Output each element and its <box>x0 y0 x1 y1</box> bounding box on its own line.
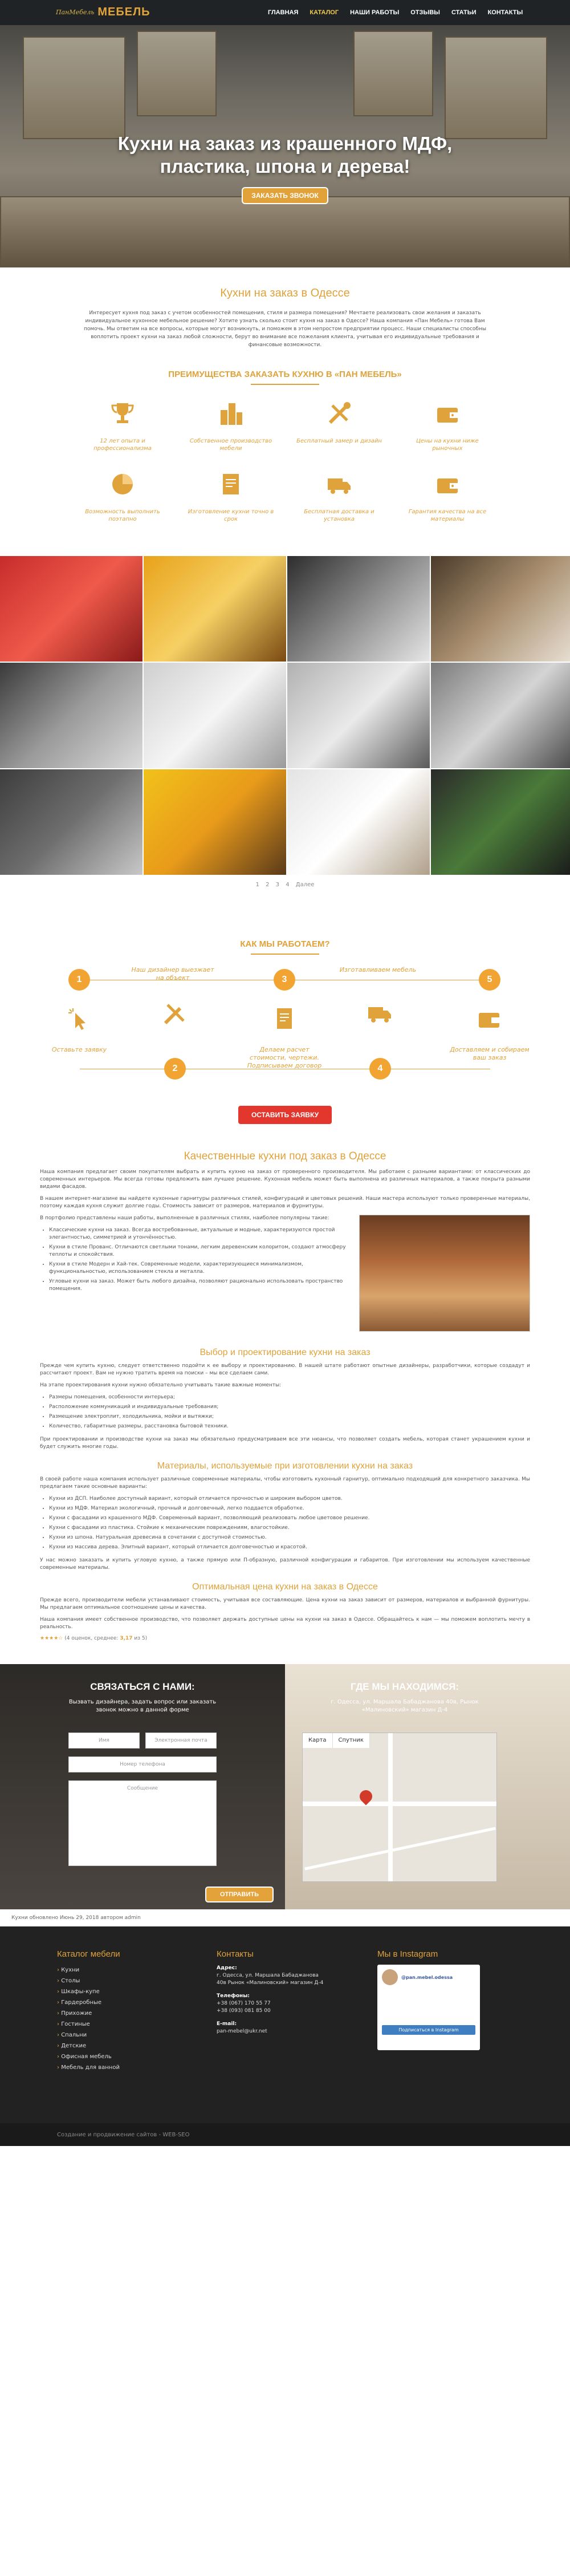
article-paragraph: У нас можно заказать и купить угловую кухню, а также прямую или П-образную, различной конфигурации и габаритов. При изготовлении мы используем качественные современные материалы. <box>40 1557 530 1571</box>
truck-icon <box>367 1000 393 1029</box>
how-title: КАК МЫ РАБОТАЕМ? <box>240 939 330 949</box>
footer-address-block <box>217 1965 325 1987</box>
gallery-photo[interactable] <box>144 663 286 768</box>
document-icon <box>271 1006 298 1035</box>
phone-link[interactable]: +38 (093) 081 85 00 <box>217 2008 271 2014</box>
gallery-photo[interactable] <box>287 769 430 875</box>
contact-title: СВЯЗАТЬСЯ С НАМИ: <box>90 1681 195 1692</box>
advantage-item <box>393 468 502 523</box>
document-icon <box>215 468 247 500</box>
map-road <box>304 1827 496 1871</box>
instagram-profile <box>382 1969 475 1985</box>
footer-link[interactable]: › Офисная мебель <box>57 2051 120 2062</box>
map-tab-map[interactable]: Карта <box>303 1733 333 1748</box>
step-text: Делаем расчет стоимости, чертежи. Подписываем договор <box>247 1046 322 1069</box>
article-paragraph: В нашем интернет-магазине вы найдете кухонные гарнитуры различных стилей, конфигураций и цветовых решений. Наши мастера используют только проверенные материалы, поэтому каждая кухня служит долгие годы. Стоимость зависит от размеров, материалов и фурнитуры. <box>40 1196 530 1209</box>
email-link[interactable]: pan-mebel@ukr.net <box>217 2029 267 2034</box>
advantage-text: Гарантия качества на все материалы <box>408 509 487 522</box>
wallet-icon <box>431 468 463 500</box>
list-item: • Кухни в стиле Прованс. Отличаются светлыми тонами, легким деревенским колоритом, создают атмосферу теплоты и спокойствия. <box>49 1244 530 1259</box>
footer-catalog-column <box>57 1949 120 2073</box>
step-text: Оставьте заявку <box>51 1046 107 1053</box>
footer-contacts-column <box>217 1949 325 2035</box>
footer-link[interactable]: › Гостиные <box>57 2019 120 2030</box>
step-number: 3 <box>274 969 295 991</box>
intro-section <box>0 267 570 523</box>
gallery-photo[interactable] <box>431 556 570 662</box>
step-number: 5 <box>479 969 500 991</box>
gallery-photo[interactable] <box>144 556 286 662</box>
advantage-text: Бесплатная доставка и установка <box>304 509 374 522</box>
footer-link[interactable]: › Столы <box>57 1975 120 1986</box>
instagram-title: Мы в Instagram <box>377 1949 438 1959</box>
article-paragraph: При проектировании и производстве кухни на заказ мы обязательно предусматриваем все эти нюансы, что позволяет создать мебель, которая станет украшением кухни и будет служить многие годы. <box>40 1437 530 1450</box>
intro-text: Интересует кухня под заказ с учетом особенностей помещения, стиля и размера помещения? Мечтаете реализовать свои желания и заказать индивидуальное кухонное мебельное решение? Хотите узнать сколько стоит кухня на заказ в Одессе? Наша компания «Пан Мебель» готова Вам помочь. Мы ответим на все вопросы, которые могут возникнуть, и поможем в этом непростом предприятии процесс. Наши специалисты способны воплотить проект кухни на заказ любой сложности, берут во внимание все пожелания клиента, учитывая его индивидуальные требования и финансовые возможности. <box>84 310 486 348</box>
footer-catalog-title: Каталог мебели <box>57 1949 120 1959</box>
email-label: E-mail: <box>217 2021 237 2027</box>
gallery-photo[interactable] <box>287 663 430 768</box>
nav-item-articles[interactable]: СТАТЬИ <box>451 9 477 16</box>
gallery-photo[interactable] <box>431 663 570 768</box>
advantage-text: 12 лет опыта и профессионализма <box>93 438 152 452</box>
footer-link[interactable]: › Шкафы-купе <box>57 1986 120 1997</box>
star-rating-icon[interactable]: ★★★★☆ <box>40 1636 63 1641</box>
rating-widget[interactable] <box>40 1636 530 1641</box>
advantage-item <box>177 397 285 452</box>
footer <box>0 1926 570 2123</box>
article-paragraph: Наша компания имеет собственное производство, что позволяет держать доступные цены на кухни на заказ в Одессе. Обращайтесь к нам — мы поможем воплотить мечту в реальность. <box>40 1617 530 1630</box>
phone-field[interactable]: Номер телефона <box>68 1756 217 1772</box>
gallery-photo[interactable] <box>431 769 570 875</box>
wallet-icon <box>431 397 463 429</box>
footer-instagram-column <box>377 1949 480 2050</box>
footer-link[interactable]: › Гардеробные <box>57 1997 120 2008</box>
nav-item-contacts[interactable]: КОНТАКТЫ <box>487 9 523 16</box>
advantage-text: Собственное производство мебели <box>189 438 272 452</box>
main-menu <box>262 0 528 25</box>
steps-diagram <box>46 955 530 1103</box>
wallet-icon <box>477 1006 503 1035</box>
map-tab-satellite[interactable]: Спутник <box>333 1733 370 1748</box>
rating-label: (4 оценок, среднее: <box>64 1636 119 1641</box>
instagram-widget[interactable] <box>377 1965 480 2050</box>
article-heading: Качественные кухни под заказ в Одессе <box>184 1150 386 1162</box>
advantage-text: Цены на кухни ниже рыночных <box>416 438 479 452</box>
article-subheading: Материалы, используемые при изготовлении кухни на заказ <box>157 1461 413 1471</box>
footer-link[interactable]: › Детские <box>57 2040 120 2051</box>
how-we-work-section <box>0 939 570 1133</box>
article-subheading: Оптимальная цена кухни на заказ в Одессе <box>192 1582 378 1592</box>
hero-title-line2: пластика, шпона и дерева! <box>160 156 410 177</box>
gallery-photo[interactable] <box>0 556 142 662</box>
footer-link[interactable]: › Кухни <box>57 1965 120 1975</box>
list-item: • Кухни из массива дерева. Элитный вариант, который отличается долговечностью и красотой. <box>49 1544 530 1551</box>
step-text: Доставляем и собираем ваш заказ <box>450 1046 530 1061</box>
footer-contacts-title: Контакты <box>217 1949 254 1959</box>
article-subheading: Выбор и проектирование кухни на заказ <box>199 1348 370 1357</box>
list-item: • Кухни с фасадами из пластика. Стойкие к механическим повреждениям, влагостойкие. <box>49 1524 530 1532</box>
list-item: • Кухни из шпона. Натуральная древесина в сочетании с доступной стоимостью. <box>49 1534 530 1541</box>
hero-banner <box>0 25 570 267</box>
click-icon <box>66 1006 92 1035</box>
gallery-photo[interactable] <box>0 769 142 875</box>
step-number: 1 <box>68 969 90 991</box>
email-field[interactable]: Электронная почта <box>145 1733 217 1749</box>
kitchen-photo <box>359 1215 530 1332</box>
article-paragraph: Наша компания предлагает своим покупателям выбрать и купить кухню на заказ от проверенного производителя. Мы работаем с разными вариантами: от классических до современных интерьеров. Мы всегда готовы предложить вам лучшее решение. Кухонная мебель может быть выполнена из различных материалов, а также покрыта разными видами фасадов. <box>40 1169 530 1190</box>
logo-sub-text: ПанМебель <box>56 8 95 16</box>
advantage-item <box>68 468 177 523</box>
list-item: • Количество, габаритные размеры, расстановка бытовой техники. <box>49 1423 530 1430</box>
list-item: • Классические кухни на заказ. Всегда востребованные, актуальные и модные, характеризуются простой элегантностью, симметрией и утончённостью. <box>49 1227 530 1242</box>
gallery-photo[interactable] <box>0 663 142 768</box>
intro-title: Кухни на заказ в Одессе <box>220 287 350 299</box>
advantages-grid <box>68 397 502 523</box>
city-icon <box>215 397 247 429</box>
top-navigation-bar <box>0 0 570 25</box>
list-item: • Кухни из МДФ. Материал экологичный, прочный и долговечный, легко поддается обработке. <box>49 1505 530 1512</box>
location-title: ГДЕ МЫ НАХОДИМСЯ: <box>350 1681 459 1692</box>
message-field[interactable]: Сообщение <box>68 1780 217 1866</box>
next-page-link[interactable]: Далее <box>295 882 315 888</box>
footer-email-block <box>217 2021 325 2035</box>
copyright-bar: Создание и продвижение сайтов - WEB-SEO <box>0 2123 570 2146</box>
address-label: Адрес: <box>217 1965 237 1971</box>
advantage-text: Бесплатный замер и дизайн <box>296 438 382 444</box>
advantages-title: ПРЕИМУЩЕСТВА ЗАКАЗАТЬ КУХНЮ В «ПАН МЕБЕЛЬ» <box>168 370 402 379</box>
advantage-text: Изготовление кухни точно в срок <box>188 509 274 522</box>
list-item: • Размеры помещения, особенности интерьера; <box>49 1394 530 1401</box>
map-type-tabs <box>303 1733 370 1748</box>
site-logo[interactable] <box>56 3 150 21</box>
map-road <box>388 1733 393 1882</box>
rating-suffix: из 5) <box>134 1636 148 1641</box>
avatar <box>382 1969 398 1985</box>
tools-icon <box>323 397 355 429</box>
nav-item-home[interactable]: ГЛАВНАЯ <box>268 9 299 16</box>
advantage-item <box>177 468 285 523</box>
order-call-button[interactable]: ЗАКАЗАТЬ ЗВОНОК <box>242 187 328 204</box>
title-divider <box>251 384 319 385</box>
contact-section <box>0 1664 570 1909</box>
trophy-icon <box>107 397 139 429</box>
article-paragraph: Прежде всего, производители мебели устанавливают стоимость, учитывая все составляющие. Цена кухни на заказ зависит от размеров, материалов и выбранной фурнитуры. Мы предлагаем оптимальное соотношение цены и качества. <box>40 1597 530 1610</box>
list-item: • Угловые кухни на заказ. Может быть любого дизайна, позволяют рационально использовать пространство помещения. <box>49 1278 530 1293</box>
list-item: • Размещение электроплит, холодильника, мойки и вытяжки; <box>49 1413 530 1421</box>
advantage-item <box>68 397 177 452</box>
nav-item-catalog[interactable]: КАТАЛОГ <box>310 9 339 16</box>
advantage-item <box>393 397 502 452</box>
post-meta: Кухни обновлено Июнь 29, 2018 автором admin <box>11 1915 141 1921</box>
page-link[interactable]: 1 <box>255 882 259 888</box>
phone-link[interactable]: +38 (067) 170 55 77 <box>217 2001 271 2006</box>
gallery-photo[interactable] <box>144 769 286 875</box>
page-link[interactable]: 3 <box>275 882 280 888</box>
materials-list <box>49 1495 530 1551</box>
footer-link[interactable]: › Мебель для ванной <box>57 2062 120 2073</box>
instagram-username[interactable]: @pan.mebel.odessa <box>401 1974 453 1980</box>
send-button[interactable]: ОТПРАВИТЬ <box>205 1887 274 1902</box>
hero-title-line1: Кухни на заказ из крашенного МДФ, <box>117 133 453 154</box>
nav-item-works[interactable]: НАШИ РАБОТЫ <box>350 9 400 16</box>
logo-main-text: МЕБЕЛЬ <box>97 5 150 18</box>
advantage-item <box>285 397 393 452</box>
factors-list <box>49 1394 530 1430</box>
page-link[interactable]: 4 <box>286 882 290 888</box>
gallery-photo[interactable] <box>287 556 430 662</box>
seo-article <box>28 1150 542 1641</box>
footer-link[interactable]: › Прихожие <box>57 2008 120 2019</box>
location-address: г. Одесса, ул. Маршала Бабаджанова 40в, Рынок «Малиновский» магазин Д-4 <box>331 1699 479 1713</box>
instagram-follow-button[interactable]: Подписаться в Instagram <box>382 2025 475 2035</box>
address-value: г. Одесса, ул. Маршала Бабаджанова 40в Рынок «Малиновский» магазин Д-4 <box>217 1973 324 1986</box>
works-gallery <box>0 556 570 875</box>
gallery-pagination <box>0 882 570 888</box>
page-link[interactable]: 2 <box>266 882 270 888</box>
footer-link[interactable]: › Спальни <box>57 2030 120 2040</box>
rating-value: 3,17 <box>120 1636 133 1641</box>
advantage-item <box>285 468 393 523</box>
step-number: 2 <box>164 1058 186 1080</box>
article-paragraph: В портфолио представлены наши работы, выполненные в различных стилях, наиболее популярны такие: <box>40 1215 329 1221</box>
list-item: • Кухни из ДСП. Наиболее доступный вариант, который отличается прочностью и широким выбором цветов. <box>49 1495 530 1503</box>
contact-subtitle: Вызвать дизайнера, задать вопрос или заказать звонок можно в данной форме <box>68 1699 217 1713</box>
footer-phones-block <box>217 1993 325 2015</box>
map-road <box>303 1802 497 1806</box>
location-map[interactable] <box>302 1733 497 1882</box>
truck-icon <box>323 468 355 500</box>
article-paragraph: На этапе проектирования кухни нужно обязательно учитывать такие важные моменты: <box>40 1382 282 1388</box>
list-item: • Кухни с фасадами из крашенного МДФ. Современный вариант, позволяющий реализовать любое цветовое решение. <box>49 1515 530 1522</box>
name-field[interactable]: Имя <box>68 1733 140 1749</box>
leave-request-button[interactable]: ОСТАВИТЬ ЗАЯВКУ <box>238 1106 332 1124</box>
article-paragraph: В своей работе наша компания использует различные современные материалы, чтобы изготовить кухонный гарнитур, оптимально подходящий для конкретного заказчика. Мы предлагаем такие основные варианты: <box>40 1476 530 1490</box>
phones-label: Телефоны: <box>217 1993 250 1999</box>
advantage-text: Возможность выполнить поэтапно <box>85 509 160 522</box>
pie-chart-icon <box>107 468 139 500</box>
list-item: • Кухни в стиле Модерн и Хай-тек. Современные модели, характеризующиеся минимализмом, функциональностью, использованием стекла и металла. <box>49 1261 530 1276</box>
step-text: Изготавливаем мебель <box>339 966 417 973</box>
tools-icon <box>162 1000 188 1029</box>
list-item: • Расположение коммуникаций и индивидуальные требования; <box>49 1403 530 1411</box>
article-paragraph: Прежде чем купить кухню, следует ответственно подойти к ее выбору и проектированию. В нашей штате работают опытные дизайнеры, разработчики, которые создадут и рассчитают проект. Вам не нужно тратить время на поиски – мы все сделаем сами. <box>40 1363 530 1376</box>
step-text: Наш дизайнер выезжает на объект <box>131 966 214 981</box>
nav-item-reviews[interactable]: ОТЗЫВЫ <box>410 9 440 16</box>
step-number: 4 <box>369 1058 391 1080</box>
hero-title <box>0 132 570 178</box>
